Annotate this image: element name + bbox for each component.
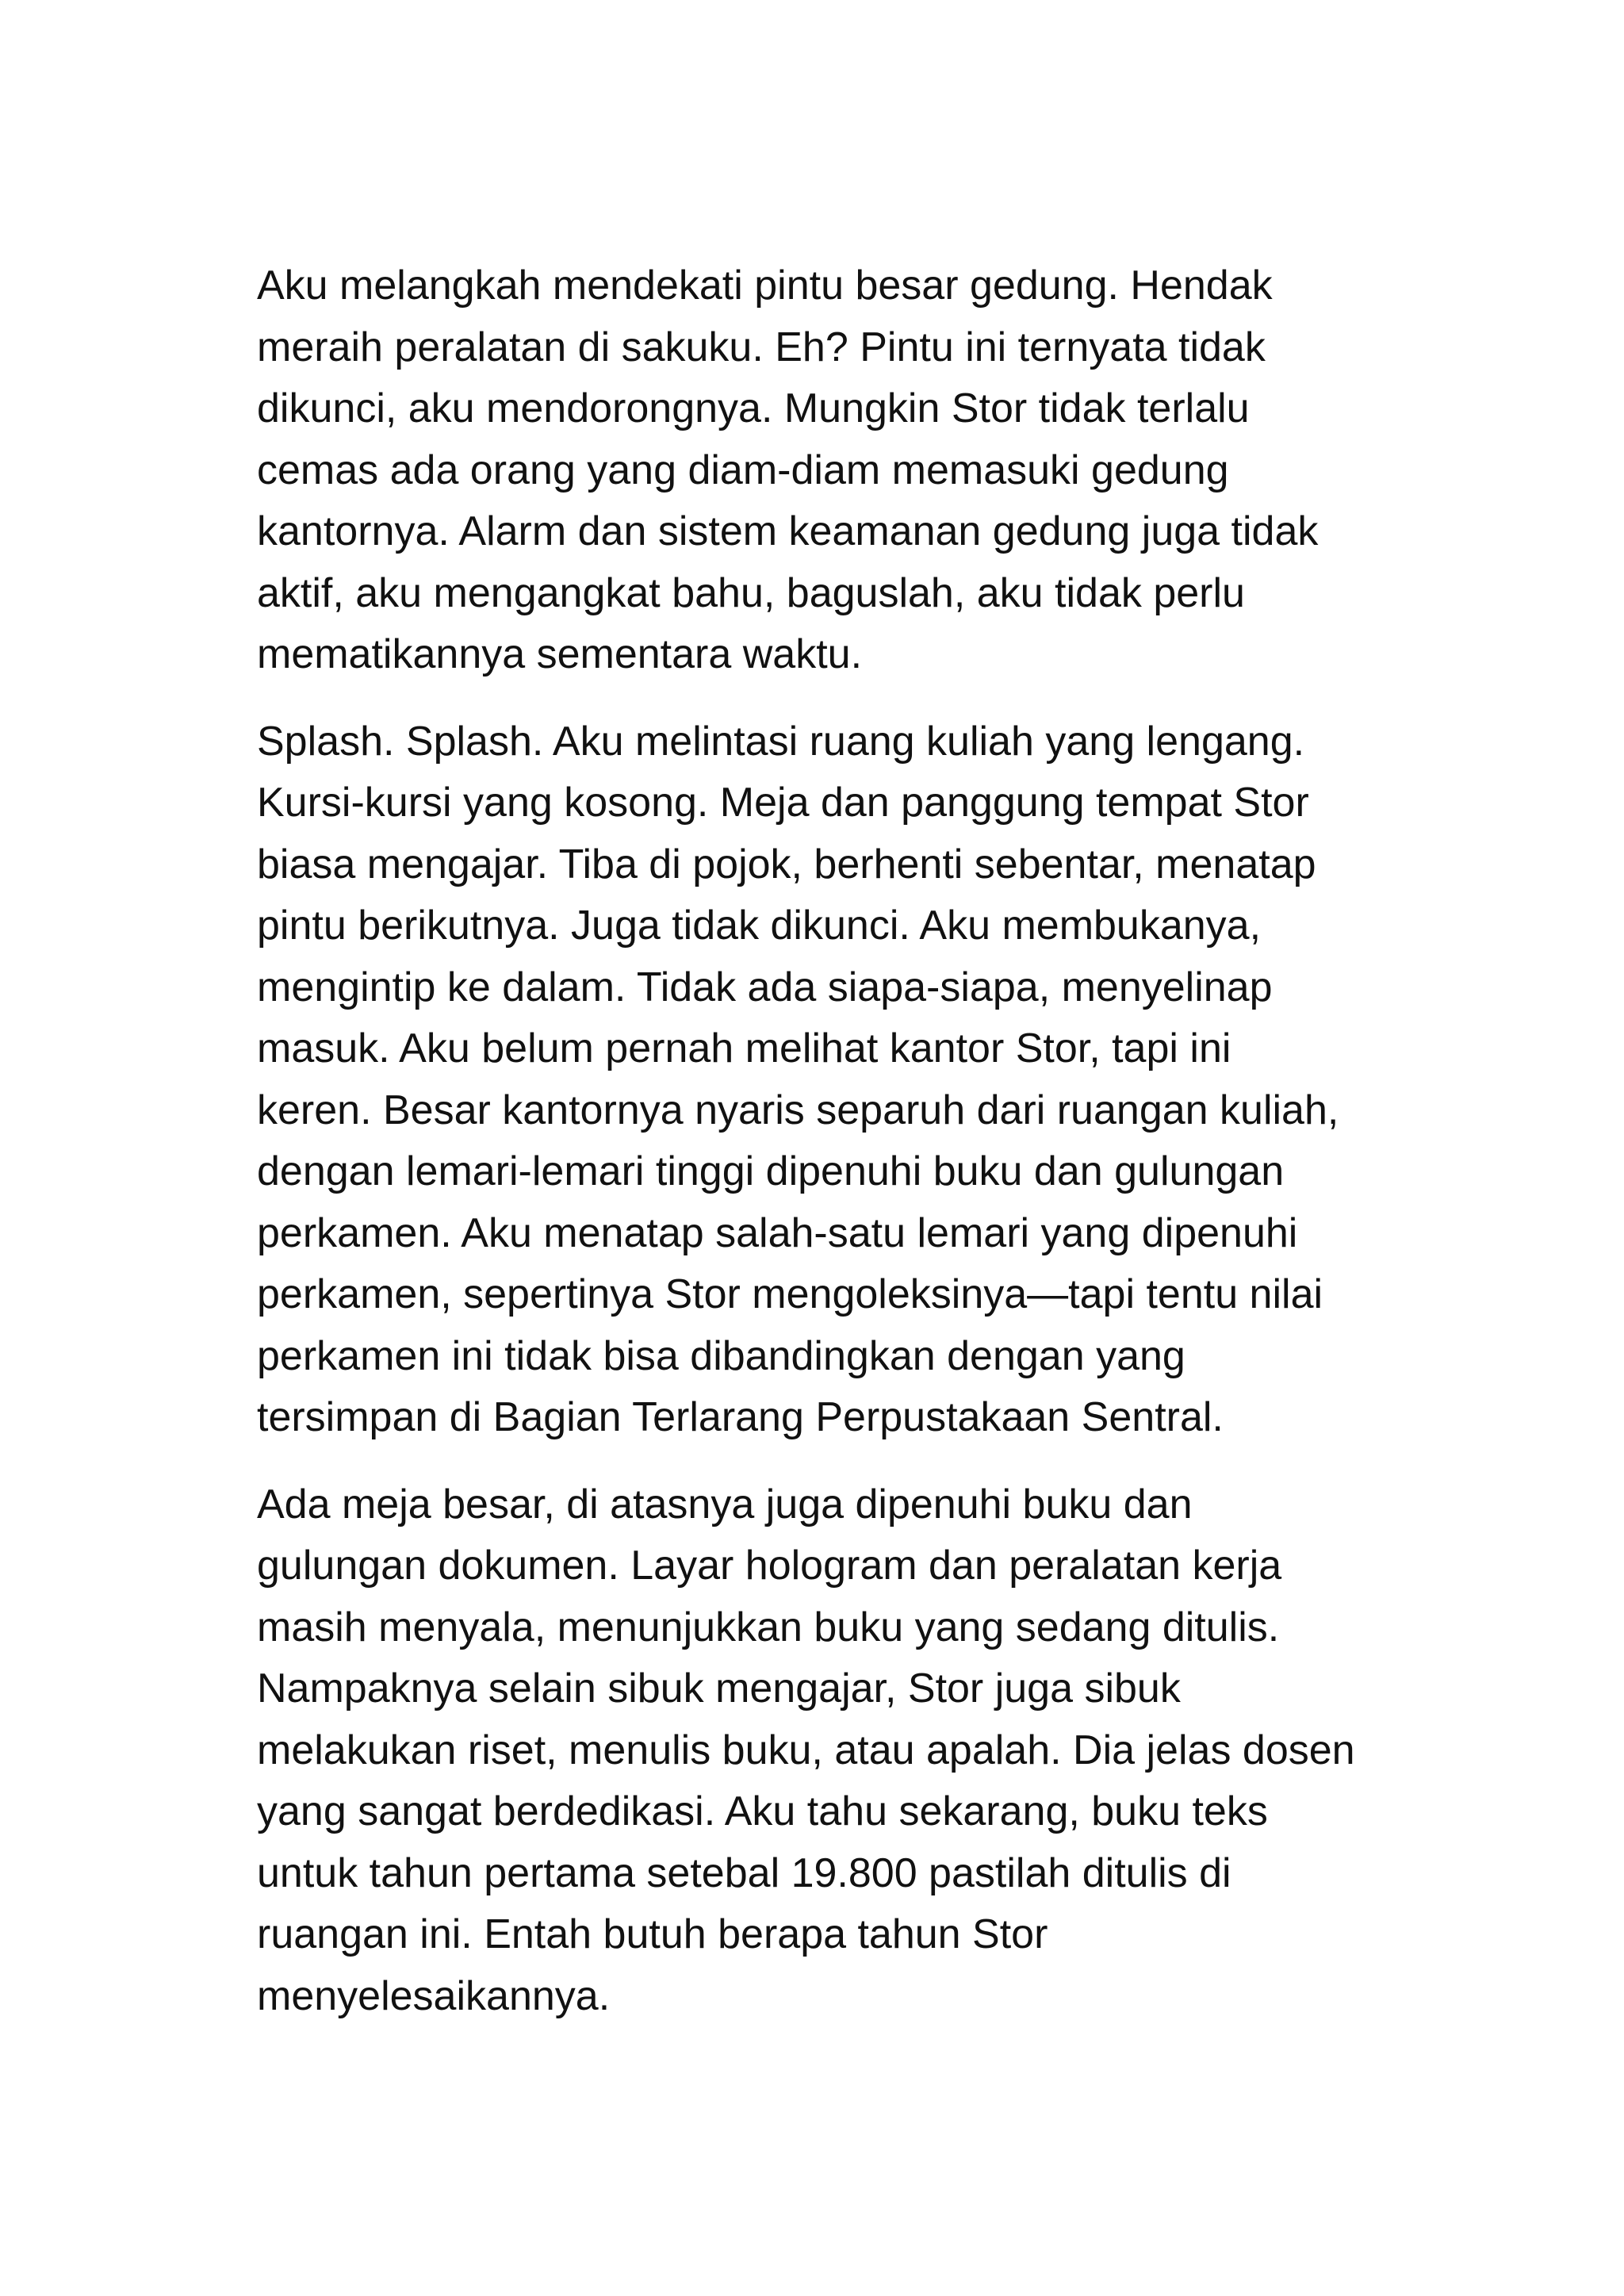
text-line: pintu berikutnya. Juga tidak dikunci. Aku membukanya, [257, 903, 1262, 949]
text-line: dengan lemari-lemari tinggi dipenuhi buku dan gulungan [257, 1148, 1285, 1194]
text-line: dikunci, aku mendorongnya. Mungkin Stor tidak terlalu [257, 385, 1250, 431]
text-line: perkamen ini tidak bisa dibandingkan dengan yang [257, 1332, 1185, 1379]
text-line: mengintip ke dalam. Tidak ada siapa-siapa, menyelinap [257, 964, 1273, 1010]
text-line: gulungan dokumen. Layar hologram dan peralatan kerja [257, 1543, 1282, 1589]
text-line: perkamen, sepertinya Stor mengoleksinya—tapi tentu nilai [257, 1271, 1323, 1317]
text-line: Ada meja besar, di atasnya juga dipenuhi buku dan [257, 1481, 1193, 1527]
text-line: masuk. Aku belum pernah melihat kantor Stor, tapi ini [257, 1025, 1231, 1071]
document-body [257, 255, 1391, 2053]
text-line: meraih peralatan di sakuku. Eh? Pintu ini ternyata tidak [257, 324, 1266, 370]
text-line: kantornya. Alarm dan sistem keamanan gedung juga tidak [257, 508, 1319, 554]
text-line: untuk tahun pertama setebal 19.800 pastilah ditulis di [257, 1849, 1231, 1896]
text-line: yang sangat berdedikasi. Aku tahu sekarang, buku teks [257, 1788, 1268, 1834]
text-line: melakukan riset, menulis buku, atau apalah. Dia jelas dosen [257, 1727, 1355, 1773]
text-line: perkamen. Aku menatap salah-satu lemari yang dipenuhi [257, 1209, 1298, 1256]
paragraph-3 [257, 1474, 1391, 2028]
text-line: Nampaknya selain sibuk mengajar, Stor juga sibuk [257, 1665, 1181, 1711]
text-line: tersimpan di Bagian Terlarang Perpustakaan Sentral. [257, 1394, 1224, 1440]
text-line: masih menyala, menunjukkan buku yang sedang ditulis. [257, 1604, 1280, 1650]
text-line: mematikannya sementara waktu. [257, 631, 863, 677]
paragraph-2 [257, 711, 1391, 1449]
text-line: cemas ada orang yang diam-diam memasuki gedung [257, 447, 1229, 493]
text-line: Aku melangkah mendekati pintu besar gedung. Hendak [257, 263, 1273, 309]
text-line: Kursi-kursi yang kosong. Meja dan panggung tempat Stor [257, 780, 1309, 826]
paragraph-1 [257, 255, 1391, 686]
text-line: Splash. Splash. Aku melintasi ruang kuliah yang lengang. [257, 718, 1305, 765]
text-line: menyelesaikannya. [257, 1972, 611, 2019]
text-line: ruangan ini. Entah butuh berapa tahun Stor [257, 1911, 1048, 1957]
text-line: keren. Besar kantornya nyaris separuh dari ruangan kuliah, [257, 1087, 1339, 1133]
text-line: aktif, aku mengangkat bahu, baguslah, aku tidak perlu [257, 569, 1245, 616]
text-line: biasa mengajar. Tiba di pojok, berhenti sebentar, menatap [257, 841, 1316, 887]
